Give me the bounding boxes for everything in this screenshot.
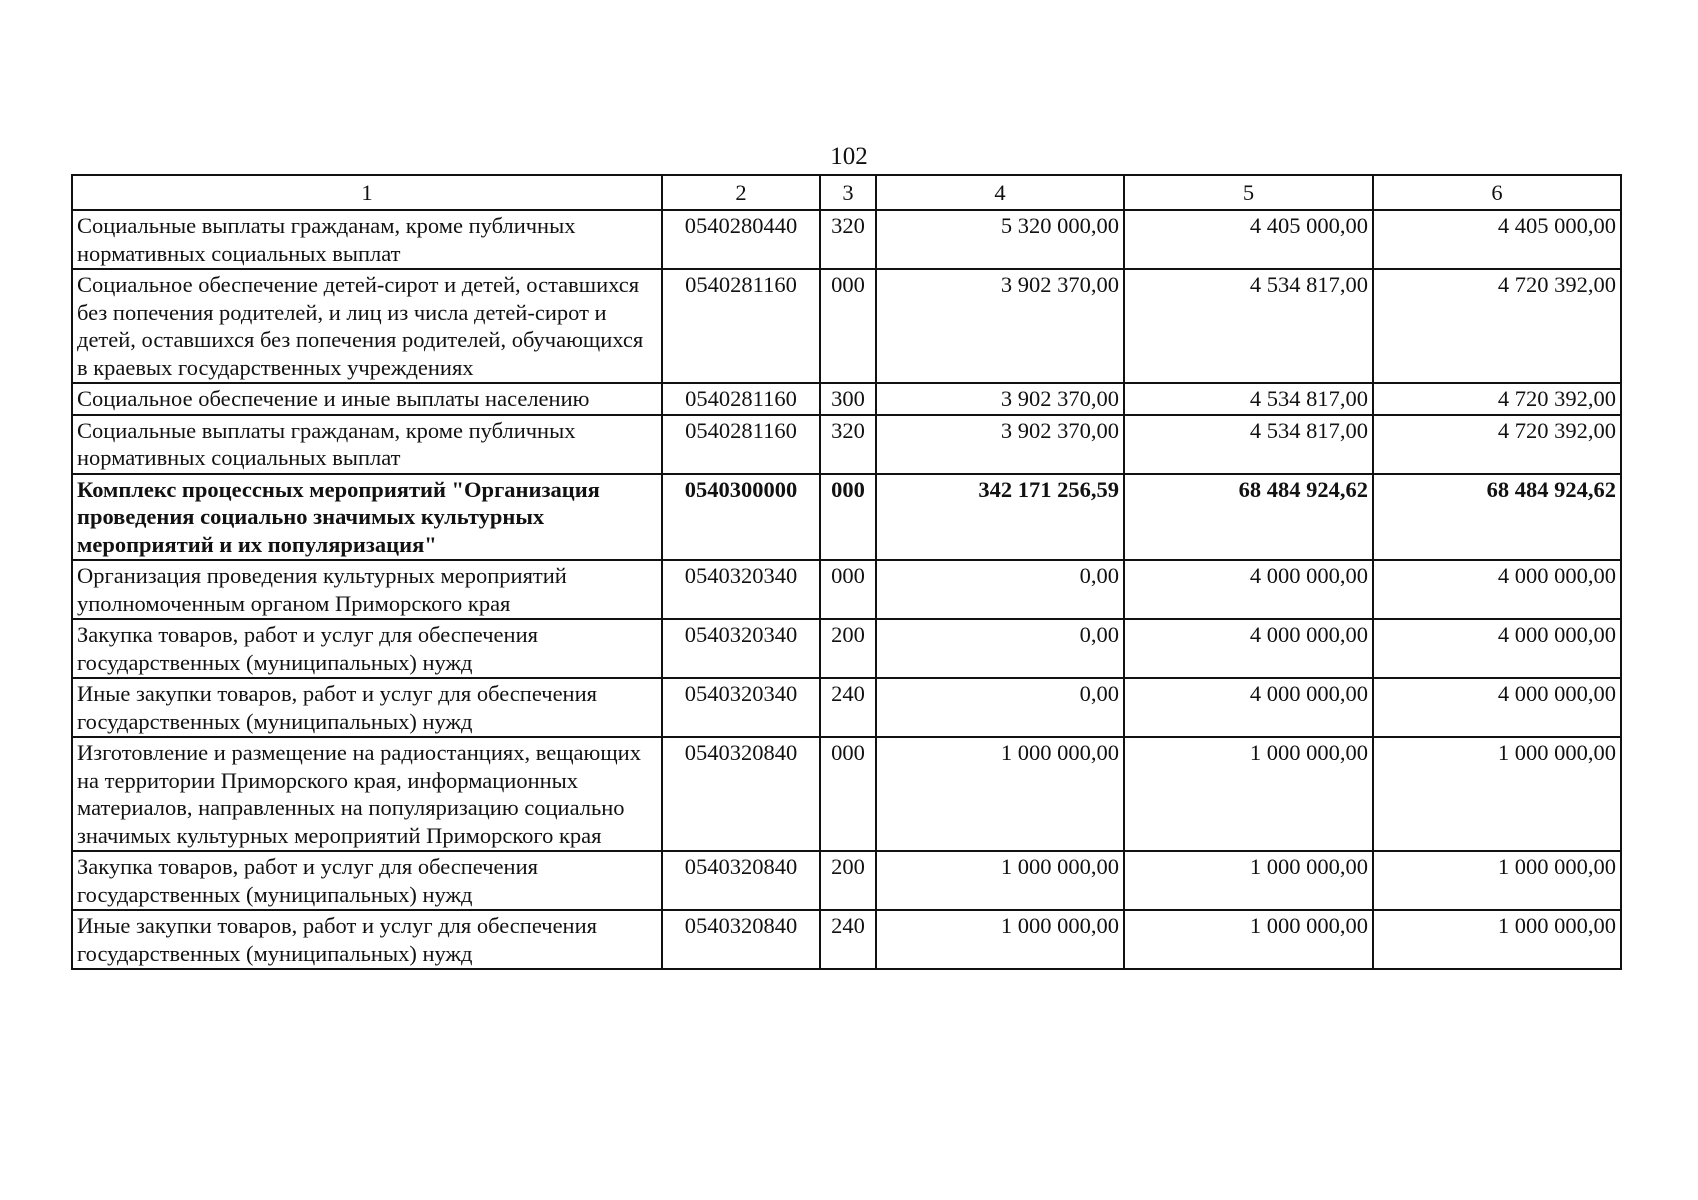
row-amount-col4: 1 000 000,00	[876, 910, 1124, 969]
row-amount-col4: 3 902 370,00	[876, 383, 1124, 415]
row-amount-col5: 1 000 000,00	[1124, 737, 1373, 851]
row-name: Социальное обеспечение детей-сирот и детей, оставшихся без попечения родителей, и лиц из числа детей-сирот и детей, оставшихся без попечения родителей, обучающихся в краевых государственных учреждениях	[72, 269, 662, 383]
row-type: 000	[820, 737, 876, 851]
header-col-4: 4	[876, 175, 1124, 210]
table-row	[72, 737, 1621, 851]
row-amount-col4: 1 000 000,00	[876, 851, 1124, 910]
header-col-5: 5	[1124, 175, 1373, 210]
header-col-2: 2	[662, 175, 820, 210]
table-row	[72, 383, 1621, 415]
row-amount-col6: 1 000 000,00	[1373, 851, 1621, 910]
row-code: 0540300000	[662, 474, 820, 561]
budget-table	[71, 174, 1622, 970]
page-number: 102	[830, 143, 868, 170]
table-row	[72, 910, 1621, 969]
row-amount-col5: 1 000 000,00	[1124, 910, 1373, 969]
row-name: Социальное обеспечение и иные выплаты населению	[72, 383, 662, 415]
row-type: 000	[820, 474, 876, 561]
table-row	[72, 415, 1621, 474]
header-col-1: 1	[72, 175, 662, 210]
table-row	[72, 210, 1621, 269]
row-type: 200	[820, 619, 876, 678]
row-amount-col6: 4 405 000,00	[1373, 210, 1621, 269]
row-code: 0540320840	[662, 851, 820, 910]
row-name: Социальные выплаты гражданам, кроме публичных нормативных социальных выплат	[72, 415, 662, 474]
row-amount-col4: 342 171 256,59	[876, 474, 1124, 561]
row-amount-col5: 4 000 000,00	[1124, 560, 1373, 619]
row-amount-col4: 0,00	[876, 678, 1124, 737]
row-amount-col4: 5 320 000,00	[876, 210, 1124, 269]
row-type: 320	[820, 415, 876, 474]
row-amount-col5: 4 405 000,00	[1124, 210, 1373, 269]
table-row	[72, 678, 1621, 737]
row-name: Комплекс процессных мероприятий "Организация проведения социально значимых культурных мероприятий и их популяризация"	[72, 474, 662, 561]
row-code: 0540281160	[662, 415, 820, 474]
row-name: Социальные выплаты гражданам, кроме публичных нормативных социальных выплат	[72, 210, 662, 269]
row-type: 240	[820, 910, 876, 969]
row-amount-col5: 4 534 817,00	[1124, 415, 1373, 474]
row-type: 300	[820, 383, 876, 415]
row-amount-col5: 1 000 000,00	[1124, 851, 1373, 910]
row-amount-col6: 1 000 000,00	[1373, 910, 1621, 969]
row-amount-col5: 4 000 000,00	[1124, 619, 1373, 678]
table-row	[72, 269, 1621, 383]
row-amount-col6: 4 000 000,00	[1373, 678, 1621, 737]
row-type: 000	[820, 560, 876, 619]
row-amount-col6: 1 000 000,00	[1373, 737, 1621, 851]
row-amount-col5: 4 534 817,00	[1124, 383, 1373, 415]
row-amount-col6: 4 720 392,00	[1373, 415, 1621, 474]
row-amount-col4: 1 000 000,00	[876, 737, 1124, 851]
row-code: 0540320340	[662, 619, 820, 678]
row-amount-col6: 68 484 924,62	[1373, 474, 1621, 561]
row-amount-col4: 0,00	[876, 619, 1124, 678]
row-name: Изготовление и размещение на радиостанциях, вещающих на территории Приморского края, информационных материалов, направленных на популяризацию социально значимых культурных мероприятий Приморского края	[72, 737, 662, 851]
row-type: 240	[820, 678, 876, 737]
row-code: 0540281160	[662, 383, 820, 415]
header-col-6: 6	[1373, 175, 1621, 210]
row-code: 0540320340	[662, 678, 820, 737]
row-amount-col6: 4 000 000,00	[1373, 560, 1621, 619]
row-type: 000	[820, 269, 876, 383]
row-code: 0540320340	[662, 560, 820, 619]
row-code: 0540280440	[662, 210, 820, 269]
row-amount-col6: 4 000 000,00	[1373, 619, 1621, 678]
row-name: Организация проведения культурных мероприятий уполномоченным органом Приморского края	[72, 560, 662, 619]
row-name: Иные закупки товаров, работ и услуг для обеспечения государственных (муниципальных) нужд	[72, 678, 662, 737]
table-row	[72, 619, 1621, 678]
header-row	[72, 175, 1621, 210]
row-amount-col6: 4 720 392,00	[1373, 383, 1621, 415]
row-amount-col4: 0,00	[876, 560, 1124, 619]
table-row	[72, 851, 1621, 910]
header-col-3: 3	[820, 175, 876, 210]
table-body	[72, 210, 1621, 969]
row-code: 0540320840	[662, 737, 820, 851]
row-amount-col5: 4 000 000,00	[1124, 678, 1373, 737]
table-row-section	[72, 474, 1621, 561]
row-amount-col4: 3 902 370,00	[876, 415, 1124, 474]
row-code: 0540320840	[662, 910, 820, 969]
row-amount-col5: 4 534 817,00	[1124, 269, 1373, 383]
row-name: Закупка товаров, работ и услуг для обеспечения государственных (муниципальных) нужд	[72, 851, 662, 910]
table-row	[72, 560, 1621, 619]
row-amount-col6: 4 720 392,00	[1373, 269, 1621, 383]
row-amount-col5: 68 484 924,62	[1124, 474, 1373, 561]
row-code: 0540281160	[662, 269, 820, 383]
row-type: 200	[820, 851, 876, 910]
row-name: Иные закупки товаров, работ и услуг для обеспечения государственных (муниципальных) нужд	[72, 910, 662, 969]
row-type: 320	[820, 210, 876, 269]
row-name: Закупка товаров, работ и услуг для обеспечения государственных (муниципальных) нужд	[72, 619, 662, 678]
row-amount-col4: 3 902 370,00	[876, 269, 1124, 383]
